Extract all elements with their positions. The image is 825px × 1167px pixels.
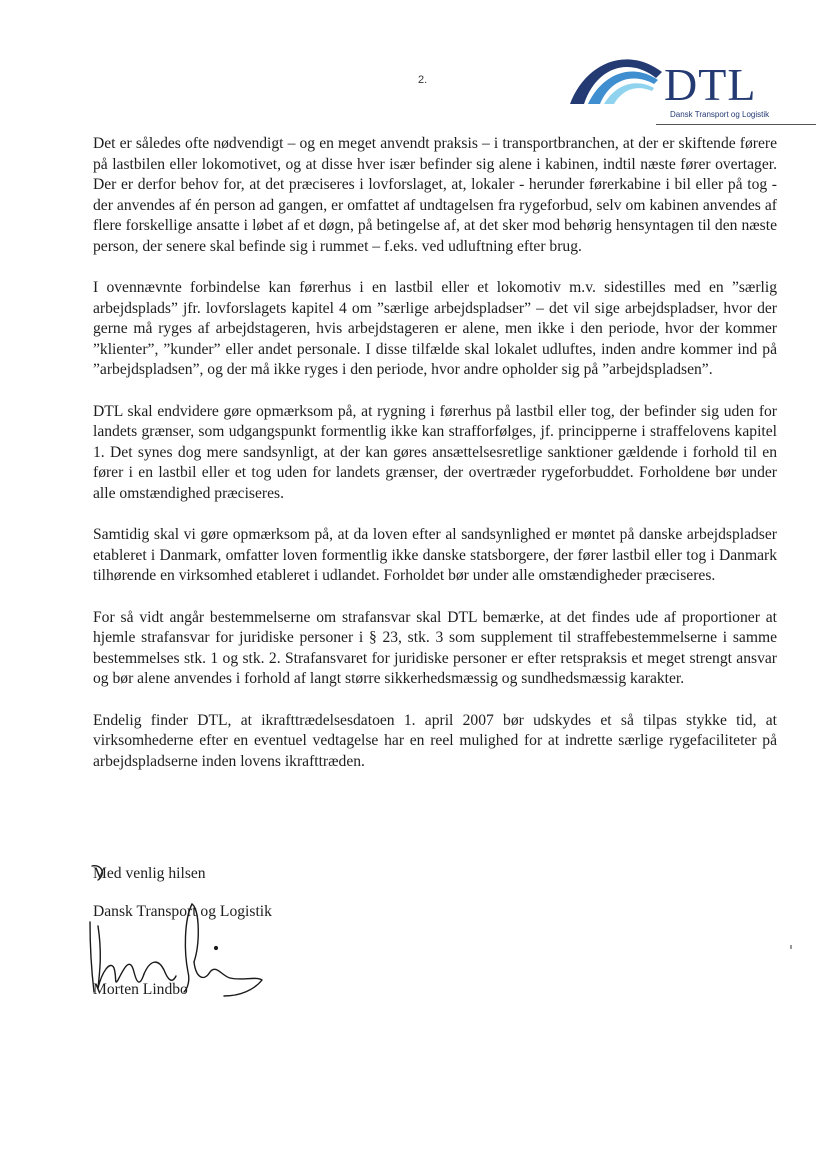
- paragraph-6: Endelig finder DTL, at ikrafttrædelsesdatoen 1. april 2007 bør udskydes et så tilpas stykke tid, at virksomhederne efter en eventuel vedtagelse har en reel mulighed for at indrette særlige rygefaciliteter på arbejdspladserne inden lovens ikrafttræden.: [93, 711, 777, 770]
- paragraph-5: For så vidt angår bestemmelserne om strafansvar skal DTL bemærke, at det findes ude af proportioner at hjemle strafansvar for juridiske personer i § 23, stk. 3 som supplement til straffebestemmelserne i samme bestemmelses stk. 1 og stk. 2. Strafansvaret for juridiske personer er efter retspraksis et meget strengt ansvar og bør alene anvendes i forhold af langt større sikkerhedsmæssig og sundhedsmæssig karakter.: [93, 608, 777, 687]
- company-logo: [566, 48, 816, 128]
- letter-body: [93, 134, 777, 793]
- logo-wordmark: DTL: [664, 59, 757, 110]
- logo-arc-icon: [566, 48, 666, 108]
- logo-subtitle: Dansk Transport og Logistik: [670, 110, 770, 119]
- paragraph-4: Samtidig skal vi gøre opmærksom på, at da loven efter al sandsynlighed er møntet på danske arbejdspladser etableret i Danmark, omfatter loven formentlig ikke danske statsborgere, der fører lastbil eller tog i Danmark tilhørende en virksomhed etableret i udlandet. Forholdet bør under alle omstændigheder præciseres.: [93, 526, 777, 584]
- paragraph-3: DTL skal endvidere gøre opmærksom på, at rygning i førerhus på lastbil eller tog, der befinder sig uden for landets grænser, som udgangspunkt formentlig ikke kan strafforfølges, jf. principperne i straffelovens kapitel 1. Det synes dog mere sandsynligt, at der kan gøres ansættelsesretlige sanktioner gældende i forhold til en fører i en lastbil eller et tog uden for landets grænser, der overtræder rygeforbuddet. Forholdene bør under alle omstændighed præciseres.: [93, 402, 777, 502]
- closing-greeting: Med venlig hilsen: [93, 865, 206, 882]
- paragraph-2: I ovennævnte forbindelse kan førerhus i en lastbil eller et lokomotiv m.v. sidestilles med en ”særlig arbejdsplads” jfr. lovforslagets kapitel 4 om ”særlige arbejdspladser” – det vil sige arbejdspladser, hvor der gerne må ryges af arbejdstageren, hvis arbejdstageren er alene, men ikke i den periode, hvor der kommer ”klienter”, ”kunder” eller andet personale. I disse tilfælde skal lokalet udluftes, inden andre kommer ind på ”arbejdspladsen”, og der må ikke ryges i den periode, hvor andre opholder sig på ”arbejdspladsen”.: [93, 279, 777, 378]
- scan-artifact: [790, 945, 792, 949]
- closing-signatory: Morten Lindbo: [93, 981, 188, 998]
- header-rule: [656, 124, 816, 125]
- page-number: 2.: [418, 74, 428, 86]
- paragraph-1: Det er således ofte nødvendigt – og en meget anvendt praksis – i transportbranchen, at der er skiftende førere på lastbilen eller lokomotivet, og at disse hver især befinder sig alene i kabinen, indtil næste fører overtager. Der er derfor behov for, at det præciseres i lovforslaget, at, lokaler - herunder førerkabine i bil eller på tog - der anvendes af én person ad gangen, er omfattet af undtagelsen fra rygeforbud, selv om kabinen anvendes af flere forskellige ansatte i løbet af et døgn, på betingelse af, at det sker mod behørig hensyntagen til den næste person, der senere skal befinde sig i rummet – f.eks. ved udluftning efter brug.: [93, 135, 777, 255]
- closing-organization: Dansk Transport og Logistik: [93, 903, 272, 920]
